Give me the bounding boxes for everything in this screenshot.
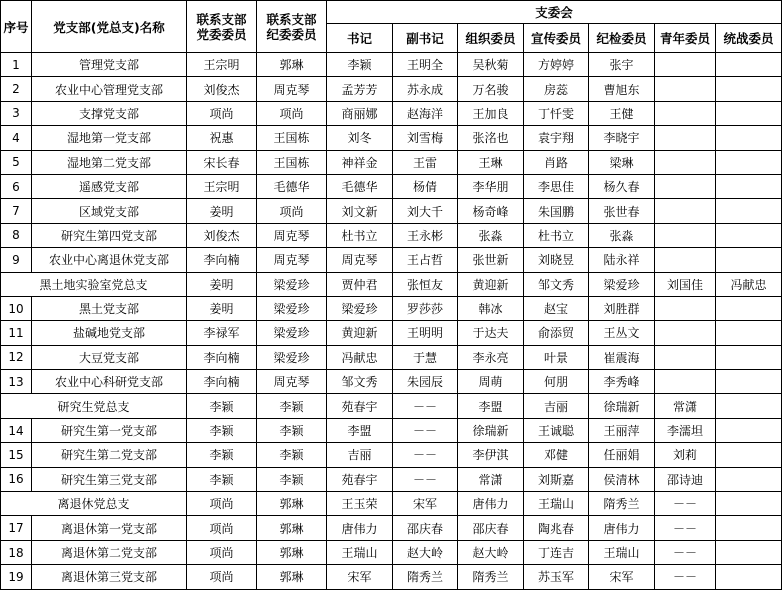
row-youth (655, 174, 716, 198)
row-youth (655, 321, 716, 345)
row-organization: 王加良 (458, 101, 524, 125)
row-united-front (716, 53, 782, 77)
table-row (1, 394, 782, 418)
row-discipline: 隋秀兰 (589, 492, 655, 516)
row-seq: 6 (1, 174, 32, 198)
row-secretary: 苑春宇 (327, 394, 393, 418)
row-seq: 18 (1, 540, 32, 564)
row-seq: 16 (1, 467, 32, 491)
row-party-member: 项尚 (187, 516, 257, 540)
table-row (1, 223, 782, 247)
row-discipline-member: 周克琴 (257, 248, 327, 272)
row-party-member: 李向楠 (187, 345, 257, 369)
row-publicity: 吉丽 (524, 394, 589, 418)
row-discipline: 王健 (589, 101, 655, 125)
row-publicity: 赵宝 (524, 296, 589, 320)
row-discipline-member: 郭琳 (257, 565, 327, 589)
row-publicity: 王瑞山 (524, 492, 589, 516)
row-discipline-member: 郭琳 (257, 540, 327, 564)
row-branch-name: 农业中心管理党支部 (32, 77, 187, 101)
row-branch-name: 湿地第一党支部 (32, 126, 187, 150)
row-organization: 于达夫 (458, 321, 524, 345)
row-discipline-member: 郭琳 (257, 53, 327, 77)
row-discipline: 徐瑞新 (589, 394, 655, 418)
row-united-front (716, 248, 782, 272)
row-organization: 周萌 (458, 370, 524, 394)
row-seq: 4 (1, 126, 32, 150)
row-seq: 8 (1, 223, 32, 247)
row-discipline-member: 周克琴 (257, 223, 327, 247)
row-youth (655, 101, 716, 125)
row-deputy-secretary: 赵大岭 (393, 540, 458, 564)
table-row (1, 345, 782, 369)
row-publicity: 邹文秀 (524, 272, 589, 296)
row-seq: 3 (1, 101, 32, 125)
row-party-member: 姜明 (187, 296, 257, 320)
header-secretary: 书记 (327, 24, 393, 53)
table-body (1, 53, 782, 590)
row-party-member: 李颖 (187, 467, 257, 491)
row-united-front (716, 199, 782, 223)
row-branch-name: 区域党支部 (32, 199, 187, 223)
row-seq: 7 (1, 199, 32, 223)
row-youth: －－ (655, 565, 716, 589)
row-secretary: 冯献忠 (327, 345, 393, 369)
row-party-member: 李禄军 (187, 321, 257, 345)
row-deputy-secretary: 赵海洋 (393, 101, 458, 125)
row-youth: 常潇 (655, 394, 716, 418)
row-united-front (716, 565, 782, 589)
row-deputy-secretary: 刘大千 (393, 199, 458, 223)
row-branch-name: 离退休党总支 (1, 492, 187, 516)
row-organization: 张洺也 (458, 126, 524, 150)
row-party-member: 李颖 (187, 418, 257, 442)
row-discipline-member: 梁爱珍 (257, 272, 327, 296)
row-branch-name: 黑土党支部 (32, 296, 187, 320)
row-youth (655, 150, 716, 174)
row-discipline-member: 王国栋 (257, 126, 327, 150)
row-secretary: 梁爱珍 (327, 296, 393, 320)
table-row (1, 272, 782, 296)
table-row (1, 150, 782, 174)
row-seq: 19 (1, 565, 32, 589)
header-discipline-member: 联系支部 纪委委员 (257, 1, 327, 53)
row-deputy-secretary: 苏永成 (393, 77, 458, 101)
row-secretary: 黄迎新 (327, 321, 393, 345)
row-party-member: 李颖 (187, 443, 257, 467)
row-deputy-secretary: 王雷 (393, 150, 458, 174)
row-secretary: 邹文秀 (327, 370, 393, 394)
table-row (1, 370, 782, 394)
row-discipline: 陆永祥 (589, 248, 655, 272)
row-party-member: 王宗明 (187, 53, 257, 77)
row-discipline: 李晓宇 (589, 126, 655, 150)
row-secretary: 毛德华 (327, 174, 393, 198)
row-discipline-member: 王国栋 (257, 150, 327, 174)
row-secretary: 刘文新 (327, 199, 393, 223)
row-party-member: 项尚 (187, 492, 257, 516)
row-discipline-member: 周克琴 (257, 370, 327, 394)
row-organization: 李盟 (458, 394, 524, 418)
row-discipline-member: 郭琳 (257, 492, 327, 516)
row-party-member: 王宗明 (187, 174, 257, 198)
header-discipline: 纪检委员 (589, 24, 655, 53)
row-organization: 黄迎新 (458, 272, 524, 296)
row-youth: 刘国佳 (655, 272, 716, 296)
row-united-front (716, 394, 782, 418)
row-discipline: 唐伟力 (589, 516, 655, 540)
row-discipline: 张淼 (589, 223, 655, 247)
row-organization: 吴秋菊 (458, 53, 524, 77)
table-row (1, 101, 782, 125)
row-deputy-secretary: 邵庆春 (393, 516, 458, 540)
row-publicity: 肖路 (524, 150, 589, 174)
row-united-front (716, 443, 782, 467)
row-youth: －－ (655, 540, 716, 564)
row-organization: 李华朋 (458, 174, 524, 198)
row-seq: 13 (1, 370, 32, 394)
row-united-front (716, 540, 782, 564)
row-deputy-secretary: 王明明 (393, 321, 458, 345)
row-discipline-member: 李颖 (257, 418, 327, 442)
row-publicity: 陶兆春 (524, 516, 589, 540)
row-discipline: 梁爱珍 (589, 272, 655, 296)
row-secretary: 孟芳芳 (327, 77, 393, 101)
row-discipline-member: 毛德华 (257, 174, 327, 198)
row-seq: 1 (1, 53, 32, 77)
row-party-member: 刘俊杰 (187, 223, 257, 247)
row-publicity: 袁宇翔 (524, 126, 589, 150)
table-row (1, 199, 782, 223)
table-row (1, 296, 782, 320)
row-secretary: 李盟 (327, 418, 393, 442)
row-youth: 李濡坦 (655, 418, 716, 442)
row-party-member: 祝惠 (187, 126, 257, 150)
row-publicity: 房蕊 (524, 77, 589, 101)
row-discipline: 梁琳 (589, 150, 655, 174)
row-youth (655, 223, 716, 247)
row-seq: 17 (1, 516, 32, 540)
row-party-member: 项尚 (187, 101, 257, 125)
row-united-front (716, 516, 782, 540)
header-publicity: 宣传委员 (524, 24, 589, 53)
row-party-member: 宋长春 (187, 150, 257, 174)
row-youth: 邵诗迪 (655, 467, 716, 491)
row-discipline-member: 李颖 (257, 467, 327, 491)
row-organization: 张淼 (458, 223, 524, 247)
row-youth (655, 345, 716, 369)
row-youth (655, 199, 716, 223)
row-seq: 14 (1, 418, 32, 442)
row-united-front: 冯献忠 (716, 272, 782, 296)
row-deputy-secretary: 朱园辰 (393, 370, 458, 394)
row-organization: 王琳 (458, 150, 524, 174)
row-branch-name: 离退休第二党支部 (32, 540, 187, 564)
row-youth: 刘莉 (655, 443, 716, 467)
row-publicity: 方婷婷 (524, 53, 589, 77)
row-united-front (716, 345, 782, 369)
row-branch-name: 研究生第四党支部 (32, 223, 187, 247)
row-deputy-secretary: 王明全 (393, 53, 458, 77)
row-organization: 徐瑞新 (458, 418, 524, 442)
row-party-member: 李颖 (187, 394, 257, 418)
row-united-front (716, 418, 782, 442)
row-youth (655, 53, 716, 77)
row-publicity: 叶景 (524, 345, 589, 369)
row-publicity: 李思佳 (524, 174, 589, 198)
row-publicity: 苏玉军 (524, 565, 589, 589)
row-seq: 9 (1, 248, 32, 272)
row-organization: 张世新 (458, 248, 524, 272)
row-discipline-member: 郭琳 (257, 516, 327, 540)
row-publicity: 俞添贸 (524, 321, 589, 345)
row-secretary: 宋军 (327, 565, 393, 589)
row-youth (655, 126, 716, 150)
row-branch-name: 离退休第三党支部 (32, 565, 187, 589)
row-party-member: 李向楠 (187, 248, 257, 272)
row-party-member: 姜明 (187, 272, 257, 296)
row-seq: 5 (1, 150, 32, 174)
row-organization: 赵大岭 (458, 540, 524, 564)
row-deputy-secretary: 宋军 (393, 492, 458, 516)
row-secretary: 杜书立 (327, 223, 393, 247)
row-branch-name: 离退休第一党支部 (32, 516, 187, 540)
row-party-member: 李向楠 (187, 370, 257, 394)
row-party-member: 刘俊杰 (187, 77, 257, 101)
row-discipline-member: 周克琴 (257, 77, 327, 101)
row-branch-name: 研究生第三党支部 (32, 467, 187, 491)
row-discipline: 王丛文 (589, 321, 655, 345)
header-youth: 青年委员 (655, 24, 716, 53)
row-youth: －－ (655, 492, 716, 516)
row-branch-name: 农业中心离退休党支部 (32, 248, 187, 272)
row-discipline: 曹旭东 (589, 77, 655, 101)
row-publicity: 邓健 (524, 443, 589, 467)
row-secretary: 唐伟力 (327, 516, 393, 540)
row-publicity: 刘斯嘉 (524, 467, 589, 491)
row-discipline: 任丽娟 (589, 443, 655, 467)
row-discipline-member: 李颖 (257, 394, 327, 418)
row-branch-name: 大豆党支部 (32, 345, 187, 369)
row-youth (655, 296, 716, 320)
row-united-front (716, 321, 782, 345)
header-branch-name: 党支部(党总支)名称 (32, 1, 187, 53)
row-secretary: 周克琴 (327, 248, 393, 272)
row-discipline: 李秀峰 (589, 370, 655, 394)
row-branch-name: 管理党支部 (32, 53, 187, 77)
row-deputy-secretary: 刘雪梅 (393, 126, 458, 150)
row-youth (655, 248, 716, 272)
row-secretary: 王玉荣 (327, 492, 393, 516)
row-seq: 12 (1, 345, 32, 369)
table-row (1, 126, 782, 150)
row-deputy-secretary: 王占哲 (393, 248, 458, 272)
row-discipline-member: 梁爱珍 (257, 345, 327, 369)
row-branch-name: 研究生第二党支部 (32, 443, 187, 467)
row-united-front (716, 467, 782, 491)
row-organization: 李伊淇 (458, 443, 524, 467)
row-organization: 杨奇峰 (458, 199, 524, 223)
row-publicity: 朱国鹏 (524, 199, 589, 223)
row-organization: 韩冰 (458, 296, 524, 320)
row-discipline-member: 梁爱珍 (257, 321, 327, 345)
row-secretary: 贾仲君 (327, 272, 393, 296)
table-row (1, 418, 782, 442)
row-secretary: 吉丽 (327, 443, 393, 467)
row-publicity: 刘晓昱 (524, 248, 589, 272)
table-row (1, 77, 782, 101)
header-deputy-secretary: 副书记 (393, 24, 458, 53)
row-secretary: 王瑞山 (327, 540, 393, 564)
row-branch-name: 盐碱地党支部 (32, 321, 187, 345)
row-united-front (716, 174, 782, 198)
table-row (1, 321, 782, 345)
row-deputy-secretary: 罗莎莎 (393, 296, 458, 320)
row-organization: 李永亮 (458, 345, 524, 369)
row-secretary: 商丽娜 (327, 101, 393, 125)
row-party-member: 项尚 (187, 565, 257, 589)
row-youth: －－ (655, 516, 716, 540)
row-discipline: 张世春 (589, 199, 655, 223)
row-deputy-secretary: －－ (393, 394, 458, 418)
row-branch-name: 黑土地实验室党总支 (1, 272, 187, 296)
row-united-front (716, 370, 782, 394)
header-seq: 序号 (1, 1, 32, 53)
row-publicity: 杜书立 (524, 223, 589, 247)
row-united-front (716, 77, 782, 101)
row-branch-name: 研究生第一党支部 (32, 418, 187, 442)
row-united-front (716, 126, 782, 150)
row-discipline-member: 项尚 (257, 199, 327, 223)
row-organization: 万名骏 (458, 77, 524, 101)
row-publicity: 王诚聪 (524, 418, 589, 442)
row-deputy-secretary: －－ (393, 467, 458, 491)
header-party-member: 联系支部 党委委员 (187, 1, 257, 53)
row-branch-name: 遥感党支部 (32, 174, 187, 198)
row-discipline-member: 项尚 (257, 101, 327, 125)
table-row (1, 174, 782, 198)
row-deputy-secretary: 隋秀兰 (393, 565, 458, 589)
row-seq: 10 (1, 296, 32, 320)
row-organization: 邵庆春 (458, 516, 524, 540)
table-row (1, 443, 782, 467)
row-secretary: 苑春宇 (327, 467, 393, 491)
row-deputy-secretary: 杨倩 (393, 174, 458, 198)
header-committee: 支委会 (327, 1, 782, 24)
row-discipline: 宋军 (589, 565, 655, 589)
row-seq: 15 (1, 443, 32, 467)
row-deputy-secretary: 张恒友 (393, 272, 458, 296)
row-united-front (716, 101, 782, 125)
row-deputy-secretary: 于慧 (393, 345, 458, 369)
row-discipline: 王丽萍 (589, 418, 655, 442)
table-row (1, 492, 782, 516)
row-discipline-member: 梁爱珍 (257, 296, 327, 320)
row-discipline: 王瑞山 (589, 540, 655, 564)
row-discipline: 刘胜群 (589, 296, 655, 320)
row-branch-name: 支撑党支部 (32, 101, 187, 125)
row-deputy-secretary: －－ (393, 418, 458, 442)
header-united-front: 统战委员 (716, 24, 782, 53)
row-seq: 2 (1, 77, 32, 101)
row-youth (655, 370, 716, 394)
row-united-front (716, 492, 782, 516)
row-publicity: 丁忏雯 (524, 101, 589, 125)
row-united-front (716, 223, 782, 247)
table-row (1, 467, 782, 491)
table-row (1, 516, 782, 540)
row-branch-name: 湿地第二党支部 (32, 150, 187, 174)
row-united-front (716, 296, 782, 320)
table-row (1, 540, 782, 564)
row-united-front (716, 150, 782, 174)
row-seq: 11 (1, 321, 32, 345)
row-party-member: 姜明 (187, 199, 257, 223)
table-row (1, 565, 782, 589)
row-secretary: 刘冬 (327, 126, 393, 150)
row-secretary: 李颖 (327, 53, 393, 77)
row-publicity: 丁连吉 (524, 540, 589, 564)
row-secretary: 神祥金 (327, 150, 393, 174)
row-deputy-secretary: －－ (393, 443, 458, 467)
row-discipline-member: 李颖 (257, 443, 327, 467)
row-youth (655, 77, 716, 101)
row-organization: 常潇 (458, 467, 524, 491)
row-discipline: 侯清林 (589, 467, 655, 491)
row-deputy-secretary: 王永彬 (393, 223, 458, 247)
table-row (1, 53, 782, 77)
row-branch-name: 农业中心科研党支部 (32, 370, 187, 394)
row-organization: 唐伟力 (458, 492, 524, 516)
row-discipline: 杨久春 (589, 174, 655, 198)
row-discipline: 崔震海 (589, 345, 655, 369)
header-organization: 组织委员 (458, 24, 524, 53)
row-publicity: 何朋 (524, 370, 589, 394)
row-organization: 隋秀兰 (458, 565, 524, 589)
row-discipline: 张宇 (589, 53, 655, 77)
row-branch-name: 研究生党总支 (1, 394, 187, 418)
table-row (1, 248, 782, 272)
row-party-member: 项尚 (187, 540, 257, 564)
